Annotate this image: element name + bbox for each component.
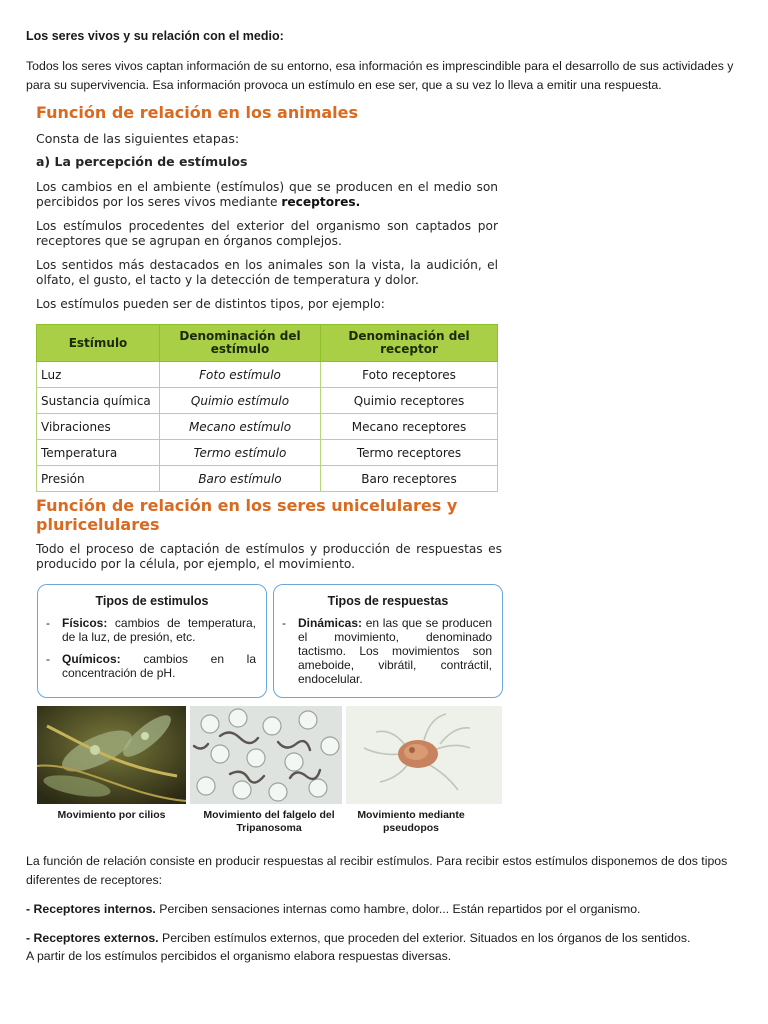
external-receptors-text: Perciben estímulos externos, que proceden del exterior. Situados en los órganos de los sentidos. — [162, 931, 691, 945]
list-item — [46, 652, 256, 680]
section1-lead: Consta de las siguientes etapas: — [36, 131, 240, 146]
fisicos-label: Físicos: — [62, 616, 108, 630]
page-title: Los seres vivos y su relación con el medio: — [26, 29, 284, 43]
figure-caption-trypanosoma: Movimiento del falgelo del Tripanosoma — [203, 809, 335, 834]
closing-paragraph: A partir de los estímulos percibidos el organismo elabora respuestas diversas. — [26, 949, 452, 963]
quimicos-label: Químicos: — [62, 652, 121, 666]
footer-paragraph: La función de relación consiste en producir respuestas al recibir estímulos. Para recibir estos estímulos disponemos de dos tipos diferentes de receptores: — [26, 854, 728, 887]
amoeba-image — [346, 706, 502, 804]
section2-heading-line2: pluricelulares — [36, 515, 160, 534]
table-cell: Termo estímulo — [160, 440, 321, 466]
figure-caption-pseudopod: Movimiento mediante pseudopos — [357, 809, 465, 834]
external-receptors-paragraph — [26, 929, 756, 948]
stimulus-table-wrap — [36, 324, 498, 492]
stimulus-types-box — [37, 584, 267, 698]
section1-paragraph-3: Los sentidos más destacados en los animales son la vista, la audición, el olfato, el gusto, el tacto y la detección de temperatura y dolor. — [36, 258, 498, 287]
table-row — [37, 466, 498, 492]
external-receptors-label: - Receptores externos. — [26, 931, 159, 945]
dash-bullet: - — [46, 652, 50, 666]
list-item — [46, 616, 256, 644]
table-cell: Presión — [37, 466, 160, 492]
table-row — [37, 362, 498, 388]
response-types-box — [273, 584, 503, 698]
cilia-image — [37, 706, 186, 804]
dinamicas-label: Dinámicas: — [298, 616, 363, 630]
section1-heading: Función de relación en los animales — [36, 103, 359, 122]
table-cell: Vibraciones — [37, 414, 160, 440]
cilia-photo — [37, 706, 186, 804]
table-cell: Temperatura — [37, 440, 160, 466]
table-cell: Luz — [37, 362, 160, 388]
table-cell: Mecano receptores — [321, 414, 498, 440]
section2-body: Todo el proceso de captación de estímulos y producción de respuestas es producido por la célula, por ejemplo, el movimiento. — [36, 542, 502, 571]
section2-heading — [36, 496, 457, 534]
stimulus-types-title: Tipos de estimulos — [95, 594, 209, 608]
dinamicas-text: en las que se producen el movimiento, denominado tactismo. Los movimientos son ameboide, vibrátil, contráctil, endocelular. — [298, 616, 492, 686]
section1-paragraph-1 — [36, 180, 498, 209]
intro-paragraph: Todos los seres vivos captan información de su entorno, esa información es imprescindible para el desarrollo de sus actividades y para su supervivencia. Esa información provoca un estímulo en ese ser, que a su vez lo lleva a emitir una respuesta. — [26, 59, 734, 92]
fisicos-text: cambios de temperatura, de la luz, de presión, etc. — [62, 616, 256, 644]
section1-paragraph-4: Los estímulos pueden ser de distintos tipos, por ejemplo: — [36, 297, 385, 311]
trypanosoma-image — [190, 706, 342, 804]
dash-bullet: - — [282, 616, 286, 630]
table-row — [37, 414, 498, 440]
list-item — [282, 616, 492, 686]
internal-receptors-text: Perciben sensaciones internas como hambre, dolor... Están repartidos por el organismo. — [159, 902, 641, 916]
table-cell: Foto receptores — [321, 362, 498, 388]
paragraph-1-text: Los cambios en el ambiente (estímulos) que se producen en el medio son percibidos por los seres vivos mediante — [36, 180, 498, 209]
figure-caption-cilia: Movimiento por cilios — [57, 809, 166, 821]
quimicos-text: cambios en la concentración de pH. — [62, 652, 256, 680]
table-header: Denominación del estímulo — [160, 325, 321, 362]
table-cell: Foto estímulo — [160, 362, 321, 388]
trypanosoma-photo — [190, 706, 342, 804]
section1-subheading: a) La percepción de estímulos — [36, 154, 248, 169]
table-cell: Sustancia química — [37, 388, 160, 414]
table-cell: Baro estímulo — [160, 466, 321, 492]
table-row — [37, 388, 498, 414]
table-header: Estímulo — [37, 325, 160, 362]
table-header-row — [37, 325, 498, 362]
table-cell: Quimio receptores — [321, 388, 498, 414]
internal-receptors-label: - Receptores internos. — [26, 902, 156, 916]
stimulus-table — [36, 324, 498, 492]
internal-receptors-paragraph — [26, 900, 756, 919]
table-cell: Termo receptores — [321, 440, 498, 466]
table-cell: Baro receptores — [321, 466, 498, 492]
section2-heading-line1: Función de relación en los seres unicelulares y — [36, 496, 458, 515]
section1-paragraph-2: Los estímulos procedentes del exterior del organismo son captados por receptores que se agrupan en órganos complejos. — [36, 219, 498, 248]
table-cell: Mecano estímulo — [160, 414, 321, 440]
dash-bullet: - — [46, 616, 50, 630]
table-header: Denominación del receptor — [321, 325, 498, 362]
receptores-bold: receptores. — [281, 194, 361, 209]
pseudopod-photo — [346, 706, 502, 804]
table-row — [37, 440, 498, 466]
response-types-title: Tipos de respuestas — [327, 594, 449, 608]
table-cell: Quimio estímulo — [160, 388, 321, 414]
